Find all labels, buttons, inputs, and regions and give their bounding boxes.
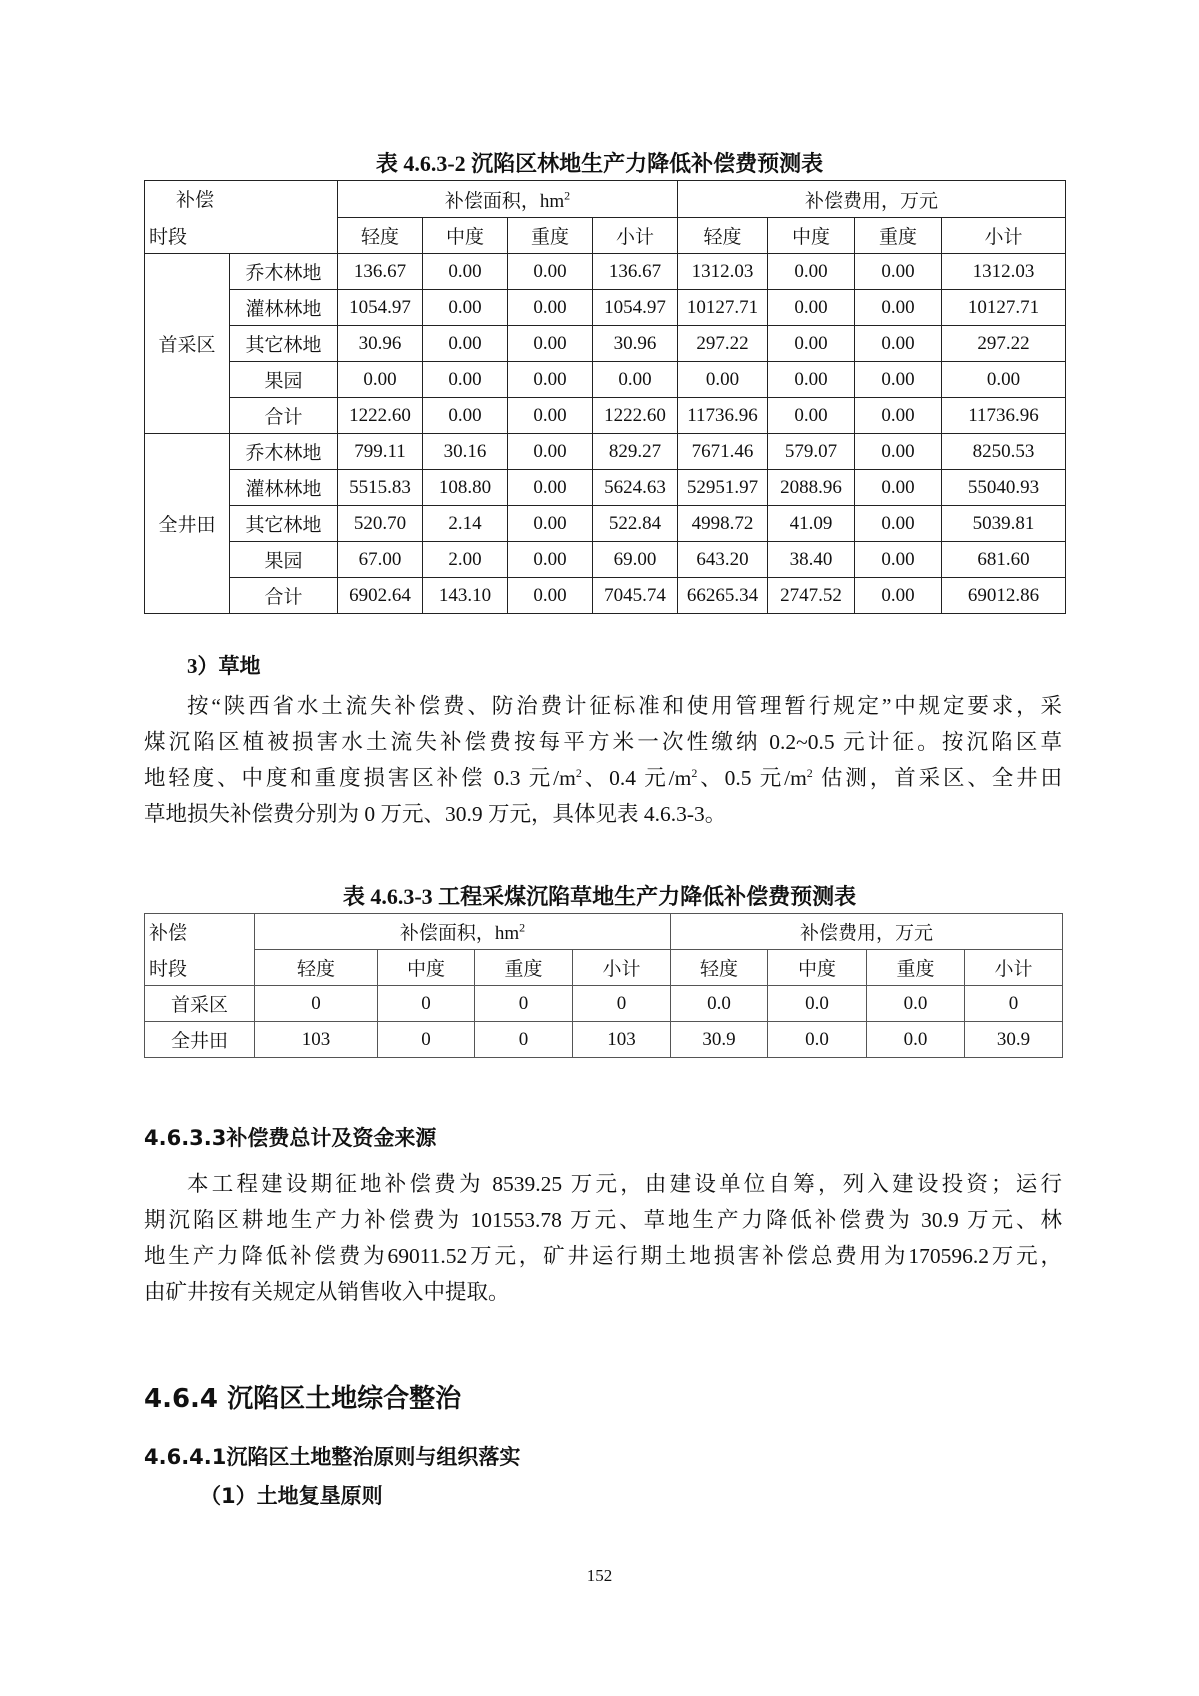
table-row: [145, 542, 1066, 578]
land-type-label: 乔木林地: [230, 434, 338, 470]
table-cell: 7045.74: [593, 578, 678, 614]
column-header: 重度: [508, 218, 593, 254]
table-cell: 0.00: [423, 362, 508, 398]
area-unit-sup: 2: [519, 920, 526, 935]
page-number: 152: [586, 1566, 613, 1585]
table-row: [145, 398, 1066, 434]
table-cell: 0.0: [867, 986, 965, 1022]
table-cell: 30.9: [671, 1022, 768, 1058]
table-cell: 0.0: [768, 1022, 867, 1058]
table-cell: 0.00: [593, 362, 678, 398]
paragraph-line: 煤沉陷区植被损害水土流失补偿费按每平方米一次性缴纳 0.2~0.5 元计征。按沉陷区草: [144, 730, 1062, 754]
table-cell: 0.0: [671, 986, 768, 1022]
table-cell: 0.00: [423, 326, 508, 362]
cost-group-header: 补偿费用，万元: [678, 181, 1066, 218]
table-cell: 69.00: [593, 542, 678, 578]
table-cell: 103: [573, 1022, 671, 1058]
table-cell: 0: [965, 986, 1063, 1022]
land-type-label: 乔木林地: [230, 254, 338, 290]
table-cell: 0.00: [508, 326, 593, 362]
table-cell: 69012.86: [942, 578, 1066, 614]
table-cell: 579.07: [768, 434, 855, 470]
column-header: 中度: [423, 218, 508, 254]
paragraph-line: 本工程建设期征地补偿费为 8539.25 万元，由建设单位自筹，列入建设投资；运行: [187, 1172, 1062, 1196]
forest-compensation-table: [144, 180, 1066, 614]
table-cell: 0.00: [678, 362, 768, 398]
area-group-label: 补偿面积，hm: [399, 923, 520, 944]
table-cell: 0.00: [508, 506, 593, 542]
table-cell: 643.20: [678, 542, 768, 578]
table-cell: 0.00: [423, 254, 508, 290]
section-heading: 4.6.4 沉陷区土地综合整治: [144, 1384, 462, 1414]
paragraph-line: 由矿井按有关规定从销售收入中提取。: [144, 1280, 510, 1304]
column-header: 小计: [593, 218, 678, 254]
table-cell: 0.00: [768, 290, 855, 326]
table-cell: 0.00: [942, 362, 1066, 398]
area-group-label: 补偿面积，hm: [444, 190, 565, 212]
table-cell: 0.00: [855, 578, 942, 614]
summary-heading: 4.6.3.3补偿费总计及资金来源: [144, 1126, 437, 1150]
table-row: [145, 470, 1066, 506]
table-cell: 1054.97: [338, 290, 423, 326]
grassland-compensation-table: [144, 913, 1063, 1058]
table-cell: 0.00: [508, 254, 593, 290]
table-cell: 8250.53: [942, 434, 1066, 470]
table-cell: 5039.81: [942, 506, 1066, 542]
table-cell: 136.67: [593, 254, 678, 290]
table-cell: 681.60: [942, 542, 1066, 578]
table-cell: 143.10: [423, 578, 508, 614]
column-header: 轻度: [671, 950, 768, 986]
table-cell: 52951.97: [678, 470, 768, 506]
summary-paragraph: [144, 1166, 1062, 1310]
table-cell: 2.14: [423, 506, 508, 542]
table-row: [145, 362, 1066, 398]
table-cell: 0.00: [855, 434, 942, 470]
table-cell: 38.40: [768, 542, 855, 578]
table-row: [145, 506, 1066, 542]
table-cell: 0.00: [508, 578, 593, 614]
table-cell: 0: [573, 986, 671, 1022]
table-cell: 0.00: [768, 398, 855, 434]
grassland-paragraph: [144, 688, 1062, 832]
table-cell: 0.00: [768, 254, 855, 290]
table-cell: 520.70: [338, 506, 423, 542]
table-cell: 0.00: [855, 470, 942, 506]
table-cell: 1222.60: [338, 398, 423, 434]
table-cell: 6902.64: [338, 578, 423, 614]
table-cell: 0: [255, 986, 378, 1022]
table-cell: 5515.83: [338, 470, 423, 506]
table-row: [145, 1022, 1063, 1058]
column-header: 中度: [768, 950, 867, 986]
table-cell: 11736.96: [942, 398, 1066, 434]
table-cell: 5624.63: [593, 470, 678, 506]
table-cell: 1054.97: [593, 290, 678, 326]
paragraph-line: 地轻度、中度和重度损害区补偿 0.3 元$/m^2$、0.4 元$/m^2$、0.5 元$/m^2$ 估测，首采区、全井田: [144, 765, 1062, 790]
table-cell: 0.00: [423, 398, 508, 434]
table-cell: 0.00: [855, 506, 942, 542]
paragraph-line: 地生产力降低补偿费为69011.52万元，矿井运行期土地损害补偿总费用为170596.2万元，: [144, 1244, 1062, 1268]
table-cell: 0.00: [508, 434, 593, 470]
region-label: 首采区: [145, 254, 230, 434]
column-header: 小计: [573, 950, 671, 986]
table-cell: 0.00: [423, 290, 508, 326]
table-cell: 7671.46: [678, 434, 768, 470]
area-group-header: [255, 914, 671, 950]
table-cell: 0.00: [508, 470, 593, 506]
table1-caption: 表 4.6.3-2 沉陷区林地生产力降低补偿费预测表: [375, 151, 824, 176]
table-cell: 2.00: [423, 542, 508, 578]
table-cell: 0: [475, 1022, 573, 1058]
table-row: [145, 326, 1066, 362]
land-type-label: 其它林地: [230, 326, 338, 362]
table-cell: 297.22: [678, 326, 768, 362]
area-group-header: [338, 181, 678, 218]
table2-caption: 表 4.6.3-3 工程采煤沉陷草地生产力降低补偿费预测表: [342, 884, 857, 909]
table-cell: 522.84: [593, 506, 678, 542]
column-header: 轻度: [338, 218, 423, 254]
table-cell: 67.00: [338, 542, 423, 578]
table-cell: 0.00: [768, 326, 855, 362]
corner-top-label: 补偿: [175, 190, 214, 211]
table-cell: 103: [255, 1022, 378, 1058]
table-row: [145, 254, 1066, 290]
table-cell: 799.11: [338, 434, 423, 470]
land-type-label: 果园: [230, 362, 338, 398]
table1-corner-header: [145, 181, 338, 254]
table-row: [145, 290, 1066, 326]
region-label: 全井田: [145, 434, 230, 614]
land-type-label: 合计: [230, 398, 338, 434]
table-cell: 1312.03: [942, 254, 1066, 290]
area-unit-sup: 2: [564, 188, 571, 203]
table-cell: 0.00: [508, 290, 593, 326]
table-cell: 108.80: [423, 470, 508, 506]
table-cell: 66265.34: [678, 578, 768, 614]
column-header: 重度: [475, 950, 573, 986]
table-row: [145, 434, 1066, 470]
table-cell: 30.9: [965, 1022, 1063, 1058]
table-cell: 1312.03: [678, 254, 768, 290]
land-type-label: 其它林地: [230, 506, 338, 542]
column-header: 重度: [855, 218, 942, 254]
table-cell: 4998.72: [678, 506, 768, 542]
table-cell: 41.09: [768, 506, 855, 542]
table-cell: 30.96: [593, 326, 678, 362]
table-cell: 297.22: [942, 326, 1066, 362]
table-cell: 0: [475, 986, 573, 1022]
table-cell: 829.27: [593, 434, 678, 470]
column-header: 小计: [942, 218, 1066, 254]
table-cell: 2747.52: [768, 578, 855, 614]
table-cell: 0.00: [768, 362, 855, 398]
paragraph-line: 按“陕西省水土流失补偿费、防治费计征标准和使用管理暂行规定”中规定要求，采: [187, 694, 1062, 718]
table-cell: 0.00: [855, 398, 942, 434]
region-label: 首采区: [145, 986, 255, 1022]
region-label: 全井田: [145, 1022, 255, 1058]
column-header: 中度: [378, 950, 475, 986]
table-cell: 11736.96: [678, 398, 768, 434]
cost-group-header: 补偿费用，万元: [671, 914, 1063, 950]
paragraph-line: 期沉陷区耕地生产力补偿费为 101553.78 万元、草地生产力降低补偿费为 30.9 万元、林: [144, 1208, 1062, 1232]
paragraph-line: 草地损失补偿费分别为 0 万元、30.9 万元，具体见表 4.6.3-3。: [144, 802, 727, 826]
table-cell: 0.00: [508, 398, 593, 434]
table-cell: 0: [378, 986, 475, 1022]
table2-corner-bottom: 时段: [145, 950, 255, 986]
table-cell: 0.00: [855, 254, 942, 290]
grassland-heading: 3）草地: [187, 654, 261, 678]
table-cell: 0.00: [855, 290, 942, 326]
table-cell: 0.0: [867, 1022, 965, 1058]
table-cell: 0.00: [508, 542, 593, 578]
table2-corner-top: 补偿: [145, 914, 255, 950]
table-cell: 0.0: [768, 986, 867, 1022]
column-header: 轻度: [678, 218, 768, 254]
column-header: 小计: [965, 950, 1063, 986]
land-type-label: 灌林林地: [230, 290, 338, 326]
subsection-heading: 4.6.4.1沉陷区土地整治原则与组织落实: [144, 1445, 521, 1469]
table-cell: 0.00: [855, 326, 942, 362]
table-cell: 136.67: [338, 254, 423, 290]
table-cell: 0.00: [855, 542, 942, 578]
table-cell: 10127.71: [678, 290, 768, 326]
table-cell: 0.00: [508, 362, 593, 398]
table-cell: 0.00: [855, 362, 942, 398]
table-cell: 10127.71: [942, 290, 1066, 326]
corner-bottom-label: 时段: [149, 227, 188, 248]
list-item-heading: （1）土地复垦原则: [200, 1484, 383, 1508]
table-cell: 0.00: [338, 362, 423, 398]
land-type-label: 合计: [230, 578, 338, 614]
land-type-label: 灌林林地: [230, 470, 338, 506]
land-type-label: 果园: [230, 542, 338, 578]
table-row: [145, 578, 1066, 614]
column-header: 中度: [768, 218, 855, 254]
column-header: 重度: [867, 950, 965, 986]
table-cell: 30.16: [423, 434, 508, 470]
table-cell: 0: [378, 1022, 475, 1058]
table-row: [145, 986, 1063, 1022]
table-cell: 55040.93: [942, 470, 1066, 506]
table-cell: 2088.96: [768, 470, 855, 506]
table-cell: 30.96: [338, 326, 423, 362]
table-cell: 1222.60: [593, 398, 678, 434]
column-header: 轻度: [255, 950, 378, 986]
